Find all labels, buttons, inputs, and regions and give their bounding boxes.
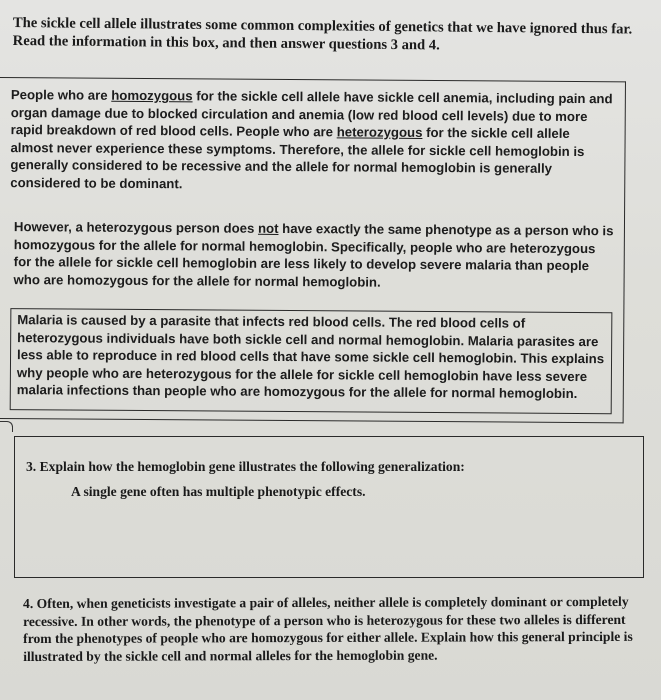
p1-text-c: for the sickle cell allele have sickle cell anemia, including pain and organ damage due to blocked circulation and anemia (low red blood cell levels) due to more rapid breakdown of red blood cells. People who are: [10, 88, 613, 140]
info-paragraph-heterozygous: [14, 218, 614, 292]
not-term: not: [257, 220, 279, 236]
homozygous-term: homozygous: [111, 87, 193, 104]
question-4-text: 4. Often, when geneticists investigate a pair of alleles, neither allele is completely dominant or completely recessive. In other words, the phenotype of a person who is heterozygous for these two alleles is different from the phenotypes of people who are homozygous for either allele. Explain how this general principle is illustrated by the sickle cell and normal alleles for the hemoglobin gene.: [23, 593, 633, 664]
intro-line-1: The sickle cell allele illustrates some common complexities of genetics that we have ignored thus far.: [12, 14, 633, 38]
p2-text-a: However, a heterozygous person does: [13, 219, 259, 236]
info-box: [0, 77, 626, 423]
question-3-prompt: 3. Explain how the hemoglobin gene illustrates the following generalization:: [26, 459, 465, 474]
question-3-box: [14, 436, 644, 578]
heterozygous-term: heterozygous: [336, 124, 423, 140]
malaria-box: [10, 308, 613, 414]
info-paragraph-malaria: Malaria is caused by a parasite that infects red blood cells. The red blood cells of heterozygous individuals have both sickle cell and normal hemoglobin. Malaria parasites are less able to reproduce in red blood cells that have some sickle cell hemoglobin. This explains why people who are heterozygous for the allele for sickle cell hemoglobin have less severe malaria infections than people who are homozygous for the allele for normal hemoglobin.: [16, 312, 605, 402]
intro-line-2: Read the information in this box, and then answer questions 3 and 4.: [12, 32, 440, 54]
question-3-generalization: A single gene often has multiple phenotypic effects.: [71, 484, 366, 499]
bracket-mark: [0, 421, 13, 432]
p1-text-a: People who are: [10, 87, 112, 103]
info-paragraph-homozygous: [10, 86, 616, 195]
intro-text: [13, 14, 653, 57]
p1-text-e: for the sickle cell allele almost never experience these symptoms. Therefore, the allele for sickle cell hemoglobin is generally considered to be recessive and the allele for normal hemoglobin is generally considered to be dominant.: [10, 124, 585, 191]
p2-text-c: have exactly the same phenotype as a person who is homozygous for the allele for normal hemoglobin. Specifically, people who are heterozygous for the allele for sickle cell hemoglobin are less likely to develop severe malaria than people who are homozygous for the allele for normal hemoglobin.: [13, 220, 614, 290]
